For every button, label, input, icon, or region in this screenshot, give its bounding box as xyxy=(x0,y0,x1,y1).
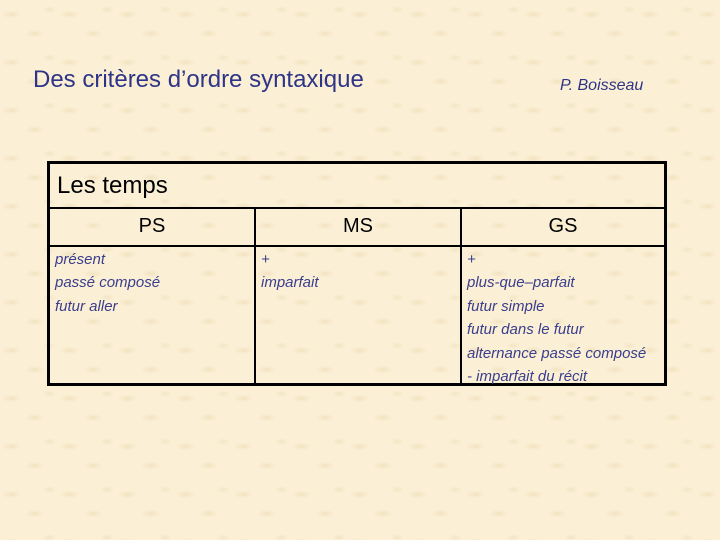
column-cell-gs xyxy=(462,247,664,386)
cell-line: plus-que–parfait xyxy=(467,274,575,292)
cell-line: - imparfait du récit xyxy=(467,368,588,386)
tenses-table xyxy=(47,161,667,386)
column-header-gs: GS xyxy=(462,209,664,247)
cell-line: + xyxy=(261,251,270,268)
cell-line: + xyxy=(467,251,476,268)
cell-line: futur simple xyxy=(467,297,545,315)
column-cell-ps xyxy=(50,247,256,383)
column-header-ps: PS xyxy=(50,209,256,247)
cell-line: futur dans le futur xyxy=(467,321,584,339)
table-caption: Les temps xyxy=(57,172,168,199)
cell-line: présent xyxy=(55,251,106,268)
cell-line: futur aller xyxy=(55,297,118,315)
cell-line: alternance passé composé xyxy=(467,344,647,362)
slide-title: Des critères d’ordre syntaxique xyxy=(33,66,364,93)
author-name: P. Boisseau xyxy=(560,77,644,94)
cell-line: imparfait xyxy=(261,274,319,292)
column-header-ms: MS xyxy=(256,209,462,247)
cell-line: passé composé xyxy=(55,274,161,292)
table-caption-row xyxy=(50,164,664,209)
column-cell-ms xyxy=(256,247,462,383)
